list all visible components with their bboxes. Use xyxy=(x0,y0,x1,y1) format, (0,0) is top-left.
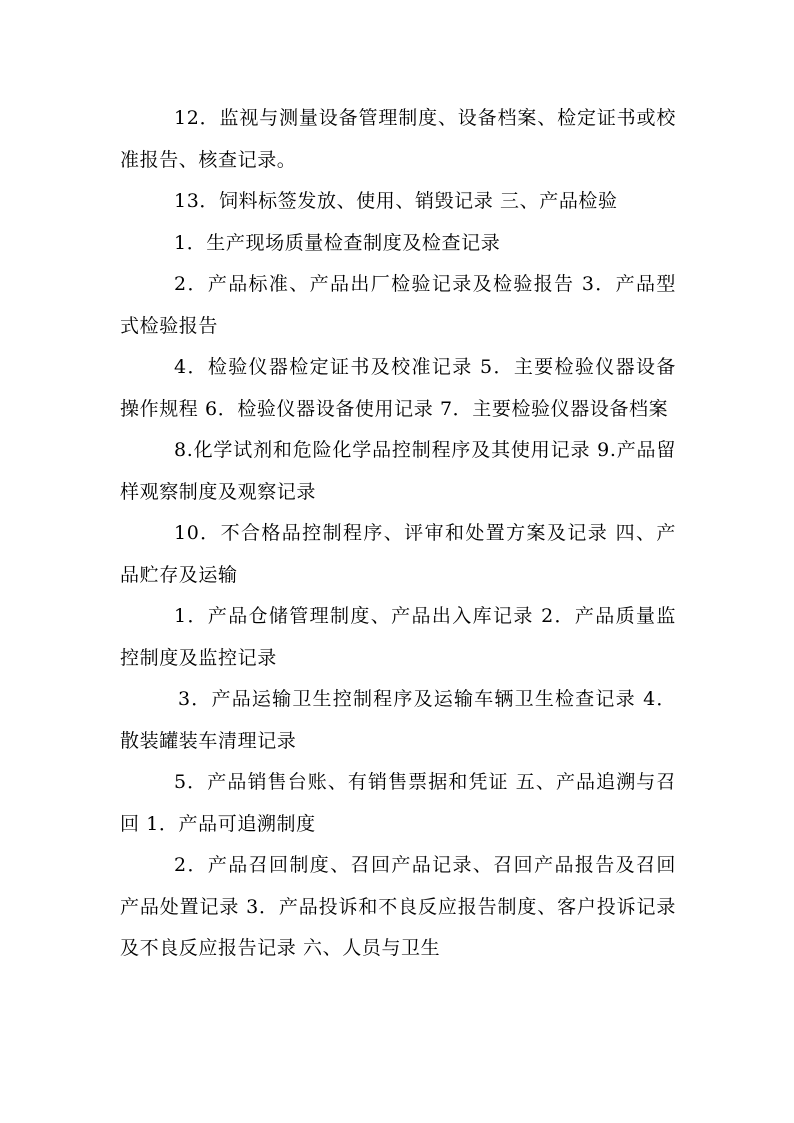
document-body xyxy=(120,98,676,970)
paragraph-inspection-2-3: 2．产品标准、产品出厂检验记录及检验报告 3．产品型式检验报告 xyxy=(120,273,676,337)
paragraph-inspection-10: 10．不合格品控制程序、评审和处置方案及记录 四、产品贮存及运输 xyxy=(120,522,676,586)
paragraph-inspection-1: 1．生产现场质量检查制度及检查记录 xyxy=(174,231,501,254)
paragraph-item-12: 12．监视与测量设备管理制度、设备档案、检定证书或校准报告、核查记录。 xyxy=(120,107,676,171)
paragraph-recall-complaints: 2．产品召回制度、召回产品记录、召回产品报告及召回产品处置记录 3．产品投诉和不良反应报告制度、客户投诉记录及不良反应报告记录 六、人员与卫生 xyxy=(120,854,676,959)
paragraph-storage-1-2: 1．产品仓储管理制度、产品出入库记录 2．产品质量监控制度及监控记录 xyxy=(120,605,676,669)
paragraph-inspection-4-7: 4．检验仪器检定证书及校准记录 5．主要检验仪器设备操作规程 6．检验仪器设备使用记录 7．主要检验仪器设备档案 xyxy=(120,356,676,420)
paragraph-storage-3-4: 3．产品运输卫生控制程序及运输车辆卫生检查记录 4．散装罐装车清理记录 xyxy=(120,688,676,752)
paragraph-sales-traceability: 5．产品销售台账、有销售票据和凭证 五、产品追溯与召回 1．产品可追溯制度 xyxy=(120,771,676,835)
paragraph-item-13: 13．饲料标签发放、使用、销毁记录 三、产品检验 xyxy=(174,190,618,212)
paragraph-inspection-8-9: 8.化学试剂和危险化学品控制程序及其使用记录 9.产品留样观察制度及观察记录 xyxy=(120,439,676,503)
